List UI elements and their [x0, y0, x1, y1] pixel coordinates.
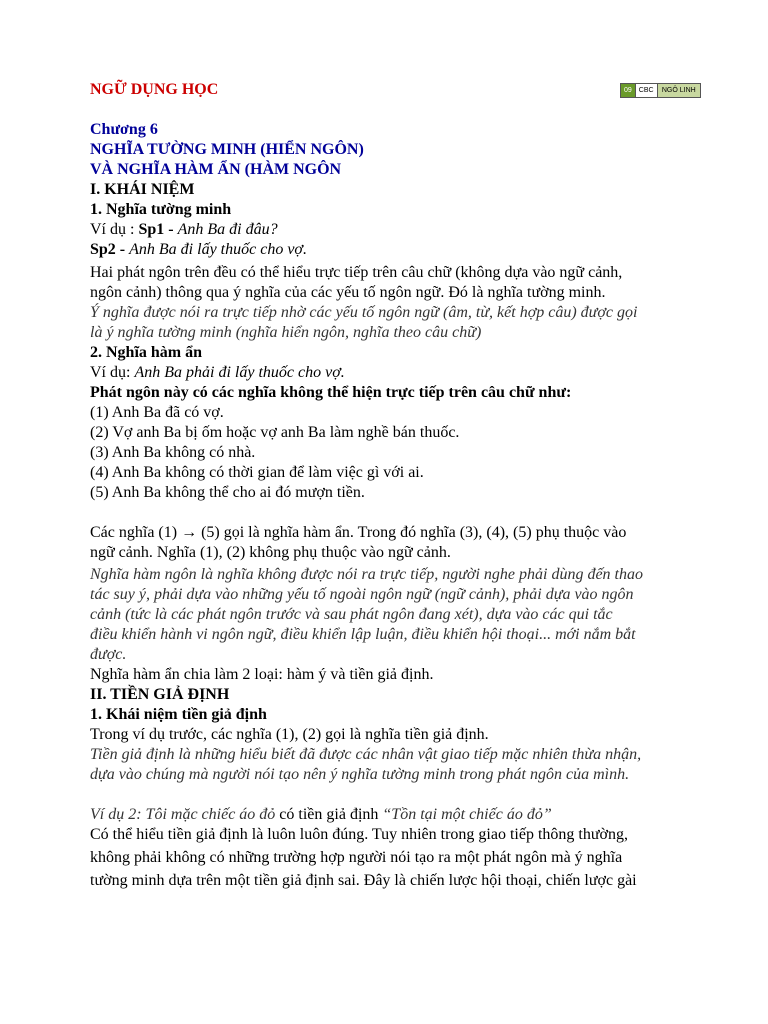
example-label: Sp1 -	[138, 221, 178, 238]
example-line	[90, 363, 345, 383]
example-prefix: Ví dụ :	[90, 221, 139, 238]
definition-note: Ý nghĩa được nói ra trực tiếp nhờ các yếu tố ngôn ngữ (âm, từ, kết hợp câu) được gọi	[90, 304, 638, 321]
chapter-number: Chương 6	[90, 121, 158, 138]
definition-note: được.	[90, 646, 127, 663]
paragraph-line: Trong ví dụ trước, các nghĩa (1), (2) gọi là nghĩa tiền giả định.	[90, 726, 489, 743]
subsection-heading: 1. Nghĩa tường minh	[90, 201, 232, 218]
list-item: (4) Anh Ba không có thời gian để làm việc gì với ai.	[90, 464, 424, 481]
example-text: Anh Ba phải đi lấy thuốc cho vợ.	[134, 364, 345, 381]
section-heading: II. TIỀN GIẢ ĐỊNH	[90, 686, 230, 703]
list-item: (2) Vợ anh Ba bị ốm hoặc vợ anh Ba làm nghề bán thuốc.	[90, 424, 460, 441]
paragraph-line: ngữ cảnh. Nghĩa (1), (2) không phụ thuộc vào ngữ cảnh.	[90, 544, 451, 561]
paragraph-line: Hai phát ngôn trên đều có thể hiểu trực tiếp trên câu chữ (không dựa vào ngữ cảnh,	[90, 264, 623, 281]
section-heading: I. KHÁI NIỆM	[90, 181, 195, 198]
example-line	[90, 805, 552, 825]
paragraph-line: Có thể hiểu tiền giả định là luôn luôn đúng. Tuy nhiên trong giao tiếp thông thường,	[90, 826, 628, 843]
example-prefix: Ví dụ:	[90, 364, 135, 381]
example-label: Sp2 -	[90, 241, 130, 258]
definition-note: là ý nghĩa tường minh (nghĩa hiển ngôn, nghĩa theo câu chữ)	[90, 324, 482, 341]
badge-part: NGÔ LINH	[657, 84, 700, 97]
logo-badge	[620, 83, 701, 98]
definition-note: Nghĩa hàm ngôn là nghĩa không được nói ra trực tiếp, người nghe phải dùng đến thao	[90, 566, 643, 583]
paragraph-line: Nghĩa hàm ẩn chia làm 2 loại: hàm ý và tiền giả định.	[90, 666, 434, 683]
definition-note: dựa vào chúng mà người nói tạo nên ý nghĩa tường minh trong phát ngôn của mình.	[90, 766, 630, 783]
definition-note: tác suy ý, phải dựa vào những yếu tố ngoài ngôn ngữ (ngữ cảnh), phải dựa vào ngôn	[90, 586, 634, 603]
definition-note: Tiền giả định là những hiểu biết đã được các nhân vật giao tiếp mặc nhiên thừa nhận,	[90, 746, 642, 763]
paragraph-line: không phải không có những trường hợp người nói tạo ra một phát ngôn mà ý nghĩa	[90, 849, 623, 866]
list-item: (5) Anh Ba không thể cho ai đó mượn tiền.	[90, 484, 365, 501]
document-title: NGỮ DỤNG HỌC	[90, 81, 219, 98]
list-item: (1) Anh Ba đã có vợ.	[90, 404, 224, 421]
definition-note: điều khiển hành vi ngôn ngữ, điều khiển lập luận, điều khiển hội thoại... mới nắm bắt	[90, 626, 636, 643]
paragraph-line: Phát ngôn này có các nghĩa không thể hiện trực tiếp trên câu chữ như:	[90, 384, 572, 401]
paragraph-line: tường minh dựa trên một tiền giả định sai. Đây là chiến lược hội thoại, chiến lược gài	[90, 872, 637, 889]
example-connector: có tiền giả định	[279, 806, 383, 823]
example-text: Ví dụ 2: Tôi mặc chiếc áo đỏ	[90, 806, 280, 823]
example-quote: “Tồn tại một chiếc áo đỏ”	[382, 806, 552, 823]
subsection-heading: 2. Nghĩa hàm ẩn	[90, 344, 203, 361]
subsection-heading: 1. Khái niệm tiền giả định	[90, 706, 267, 723]
badge-part: 09	[621, 84, 635, 97]
chapter-title-line: NGHĨA TƯỜNG MINH (HIỂN NGÔN)	[90, 141, 364, 158]
example-line	[90, 240, 307, 260]
example-text: Anh Ba đi đâu?	[177, 221, 278, 238]
paragraph-line: Các nghĩa (1) → (5) gọi là nghĩa hàm ẩn. Trong đó nghĩa (3), (4), (5) phụ thuộc vào	[90, 524, 627, 541]
definition-note: cảnh (tức là các phát ngôn trước và sau phát ngôn đang xét), dựa vào các qui tắc	[90, 606, 613, 623]
paragraph-line: ngôn cảnh) thông qua ý nghĩa của các yếu tố ngôn ngữ. Đó là nghĩa tường minh.	[90, 284, 606, 301]
list-item: (3) Anh Ba không có nhà.	[90, 444, 256, 461]
badge-part: CBC	[635, 84, 657, 97]
example-text: Anh Ba đi lấy thuốc cho vợ.	[129, 241, 307, 258]
example-line	[90, 220, 278, 240]
chapter-title-line: VÀ NGHĨA HÀM ẨN (HÀM NGÔN	[90, 161, 342, 178]
